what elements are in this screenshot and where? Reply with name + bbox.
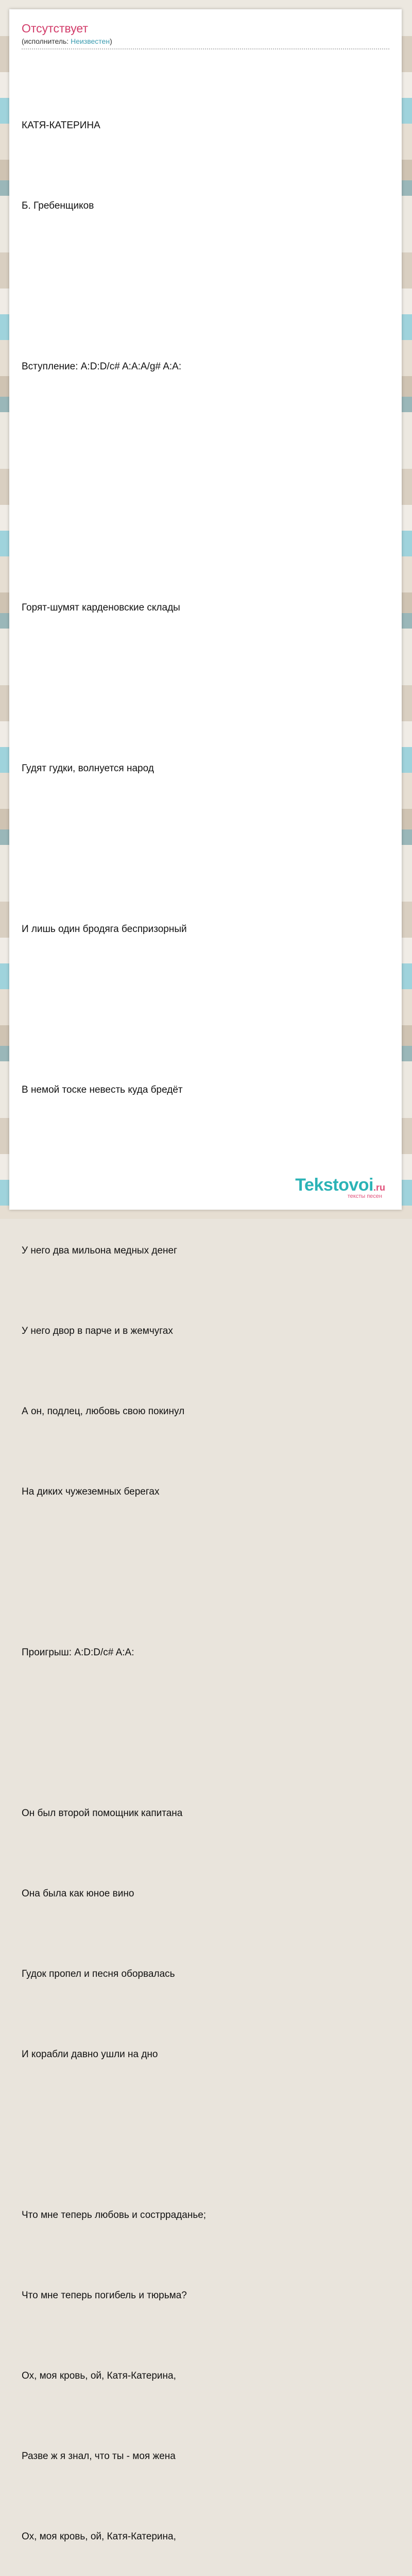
lyrics-line (22, 996, 389, 1023)
lyrics-line: Гудок пропел и песня оборвалась (22, 1969, 175, 1979)
lyrics-line: У него двор в парче и в жемчугах (22, 1326, 173, 1336)
lyrics-line: Что мне теперь любовь и сострраданье; (22, 2210, 207, 2221)
lyrics-line (22, 514, 389, 541)
artist-line (22, 37, 112, 45)
lyrics-line: КАТЯ-КАТЕРИНА (22, 120, 100, 131)
lyrics-line (22, 836, 389, 862)
artist-prefix: (исполнитель: (22, 37, 71, 45)
lyrics-line: Что мне теперь погибель и тюрьма? (22, 2290, 187, 2301)
lyrics-card (9, 9, 402, 2542)
lyrics-line: Ох, моя кровь, ой, Катя-Катерина, (22, 2370, 176, 2381)
lyrics-line (22, 1559, 389, 1586)
lyrics-line: И корабли давно ушли на дно (22, 2049, 158, 2060)
lyrics-line: И лишь один бродяга беспризорный (22, 924, 187, 935)
song-title: Отсутствует (22, 22, 88, 35)
lyrics-line (22, 273, 389, 300)
lyrics-line: Б. Гребенщиков (22, 200, 94, 211)
lyrics-line: Он был второй помощник капитана (22, 1808, 183, 1819)
lyrics-line: Разве ж я знал, что ты - моя жена (22, 2451, 176, 2462)
lyrics-line: Вступление: A:D:D/c# A:A:A/g# A:A: (22, 361, 182, 372)
lyrics-text (22, 59, 389, 2576)
lyrics-line: У него два мильона медных денег (22, 1245, 178, 1256)
lyrics-line (22, 675, 389, 702)
dotted-divider (22, 48, 389, 49)
lyrics-line: В немой тоске невесть куда бредёт (22, 1084, 183, 1095)
site-logo[interactable] (295, 1175, 385, 1199)
logo-tagline: тексты песен (347, 1193, 382, 1199)
lyrics-line: Она была как юное вино (22, 1888, 134, 1899)
lyrics-line (22, 2122, 389, 2148)
lyrics-line (22, 1720, 389, 1747)
artist-suffix: ) (110, 37, 112, 45)
lyrics-line: А он, подлец, любовь свою покинул (22, 1406, 185, 1417)
lyrics-line: Ох, моя кровь, ой, Катя-Катерина, (22, 2531, 176, 2542)
logo-text: Tekstovoi (295, 1175, 373, 1195)
artist-link[interactable]: Неизвестен (71, 37, 110, 45)
lyrics-line: Горят-шумят карденовские склады (22, 602, 180, 613)
lyrics-line (22, 434, 389, 461)
lyrics-line: На диких чужеземных берегах (22, 1486, 160, 1497)
lyrics-line: Проигрыш: A:D:D/c# A:A: (22, 1647, 134, 1658)
logo-domain: .ru (373, 1182, 385, 1193)
lyrics-line: Гудят гудки, волнуется народ (22, 763, 154, 774)
